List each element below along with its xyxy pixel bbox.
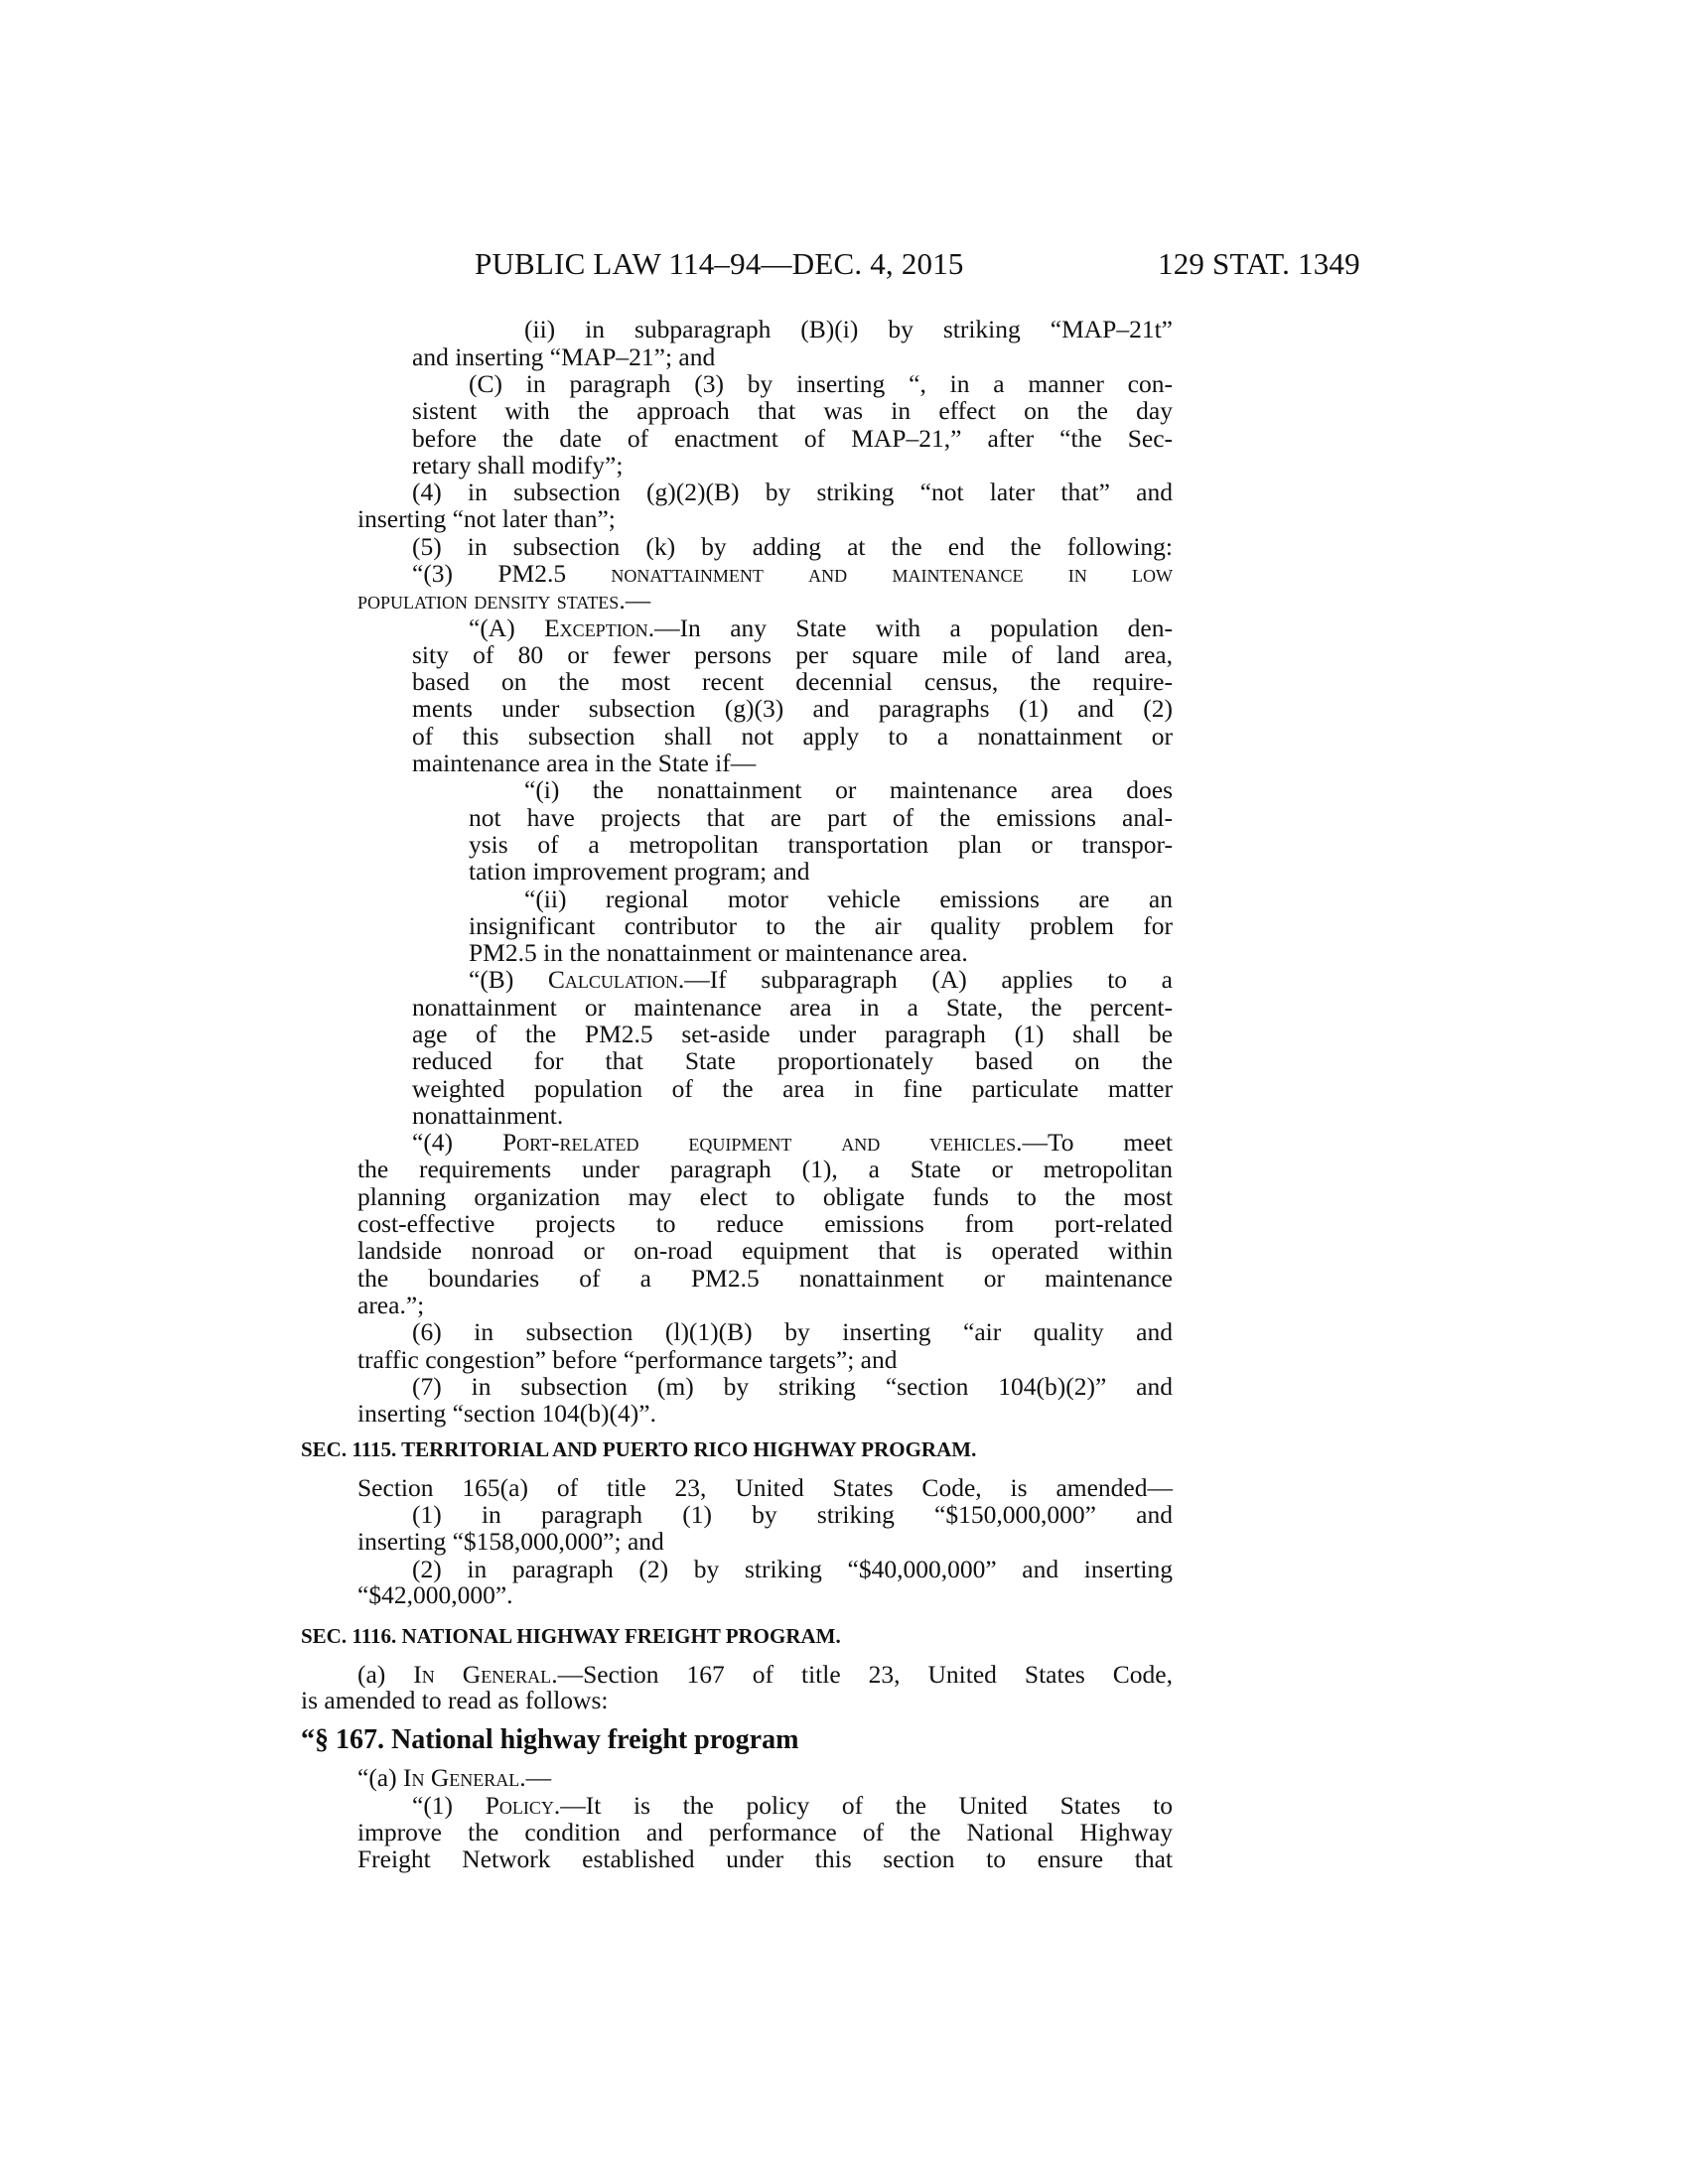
text-segment: nonattainment.: [412, 1101, 564, 1130]
text-line: [357, 1845, 1173, 1873]
small-caps-heading: In General: [413, 1660, 552, 1689]
text-line: [412, 425, 1173, 453]
text-segment: weighted population of the area in fine particulate matter: [412, 1074, 1173, 1103]
text-segment: (ii) in subparagraph (B)(i) by striking “MAP–21t”: [524, 315, 1173, 343]
running-header-title: PUBLIC LAW 114–94—DEC. 4, 2015: [475, 246, 964, 281]
text-segment: based on the most recent decennial census, the require-: [412, 667, 1173, 696]
text-segment: (5) in subsection (k) by adding at the end the following:: [412, 532, 1173, 561]
text-line: [357, 1819, 1173, 1846]
text-line: [412, 1501, 1173, 1529]
small-caps-heading: nonattainment and maintenance in low: [611, 559, 1173, 588]
text-segment: Section 165(a) of title 23, United States Code, is amended—: [357, 1473, 1173, 1502]
text-segment: (C) in paragraph (3) by inserting “, in a manner con-: [469, 369, 1173, 398]
text-segment: traffic congestion” before “performance targets”; and: [357, 1345, 898, 1374]
text-segment: “(B): [469, 965, 548, 994]
text-segment: (4) in subsection (g)(2)(B) by striking “not later that” and: [412, 478, 1173, 506]
text-line: [357, 1400, 1173, 1428]
text-segment: .—It is the policy of the United States to: [553, 1791, 1173, 1820]
text-line: [469, 939, 1173, 967]
text-segment: not have projects that are part of the emissions anal-: [469, 803, 1173, 832]
text-line: [412, 1556, 1173, 1583]
text-line: [357, 1346, 1173, 1374]
text-segment: sistent with the approach that was in effect on the day: [412, 396, 1173, 425]
text-line: [412, 343, 1173, 371]
text-line: [412, 641, 1173, 669]
text-line: [412, 723, 1173, 751]
text-line: [357, 587, 1173, 614]
text-segment: ysis of a metropolitan transportation plan or transpor-: [469, 830, 1173, 859]
text-segment: nonattainment or maintenance area in a State, the percent-: [412, 993, 1173, 1022]
text-line: [357, 1292, 1173, 1319]
section-heading: [301, 1622, 1173, 1650]
text-segment: before the date of enactment of MAP–21,” after “the Sec-: [412, 424, 1173, 453]
text-line: [412, 1129, 1173, 1157]
text-line: [357, 1183, 1173, 1211]
text-segment: maintenance area in the State if—: [412, 749, 757, 777]
text-segment: .—Section 167 of title 23, United States Code,: [551, 1660, 1173, 1689]
text-segment: the boundaries of a PM2.5 nonattainment or maintenance: [357, 1264, 1173, 1293]
text-line: [412, 1075, 1173, 1103]
small-caps-heading: Exception: [544, 614, 648, 642]
text-segment: “(i) the nonattainment or maintenance area does: [524, 775, 1173, 804]
text-line: [357, 1764, 1173, 1792]
text-line: [357, 1210, 1173, 1238]
text-segment: “$42,000,000”.: [357, 1580, 513, 1609]
text-segment: “(4): [412, 1128, 502, 1157]
text-segment: (2) in paragraph (2) by striking “$40,000,000” and inserting: [412, 1555, 1173, 1583]
text-segment: “(ii) regional motor vehicle emissions are an: [524, 885, 1173, 913]
small-caps-heading: Policy: [485, 1791, 554, 1820]
text-segment: cost-effective projects to reduce emissions from port-related: [357, 1209, 1173, 1238]
text-line: [412, 994, 1173, 1022]
text-line: [469, 858, 1173, 886]
text-segment: landside nonroad or on-road equipment that is operated within: [357, 1236, 1173, 1265]
text-line: [357, 1156, 1173, 1183]
text-line: [524, 776, 1173, 804]
text-line: [412, 452, 1173, 479]
text-line: [524, 886, 1173, 913]
text-segment: (1) in paragraph (1) by striking “$150,000,000” and: [412, 1500, 1173, 1529]
text-line: [412, 695, 1173, 723]
small-caps-heading: In General: [403, 1763, 520, 1792]
text-line: [412, 1021, 1173, 1048]
text-line: [357, 1528, 1173, 1556]
text-line: [469, 966, 1173, 994]
text-line: [412, 1047, 1173, 1075]
text-line: [412, 1792, 1173, 1820]
text-line: [412, 1373, 1173, 1401]
text-segment: PM2.5 in the nonattainment or maintenance area.: [469, 938, 968, 967]
text-segment: ments under subsection (g)(3) and paragraphs (1) and (2): [412, 694, 1173, 723]
small-caps-heading: population density states: [357, 586, 620, 614]
text-line: [301, 1687, 1173, 1714]
text-segment: planning organization may elect to obligate funds to the most: [357, 1182, 1173, 1211]
text-segment: inserting “$158,000,000”; and: [357, 1527, 664, 1556]
text-line: [357, 1265, 1173, 1293]
text-segment: improve the condition and performance of the National Highway: [357, 1818, 1173, 1846]
text-segment: “(1): [412, 1791, 486, 1820]
text-segment: (6) in subsection (l)(1)(B) by inserting “air quality and: [412, 1317, 1173, 1346]
text-segment: .—If subparagraph (A) applies to a: [677, 965, 1173, 994]
small-caps-heading: Calculation: [547, 965, 678, 994]
text-line: [357, 1581, 1173, 1609]
text-segment: “(A): [469, 614, 545, 642]
text-segment: sity of 80 or fewer persons per square mile of land area,: [412, 640, 1173, 669]
text-segment: retary shall modify”;: [412, 451, 624, 479]
text-segment: .—In any State with a population den-: [647, 614, 1173, 642]
running-header-page: 129 STAT. 1349: [1158, 246, 1360, 281]
text-segment: reduced for that State proportionately based on the: [412, 1046, 1173, 1075]
text-segment: the requirements under paragraph (1), a State or metropolitan: [357, 1155, 1173, 1183]
text-line: [412, 478, 1173, 506]
text-segment: inserting “not later than”;: [357, 504, 616, 533]
text-segment: “(3) PM2.5: [412, 559, 612, 588]
text-segment: .—To meet: [1016, 1128, 1173, 1157]
text-segment: insignificant contributor to the air quality problem for: [469, 911, 1173, 940]
text-segment: (a): [357, 1660, 414, 1689]
text-segment: Freight Network established under this section to ensure that: [357, 1844, 1173, 1873]
text-segment: “(a): [357, 1763, 403, 1792]
text-segment: .—: [519, 1763, 552, 1792]
text-line: [412, 1318, 1173, 1346]
subsection-heading: [301, 1726, 1173, 1754]
text-segment: inserting “section 104(b)(4)”.: [357, 1399, 656, 1428]
text-segment: and inserting “MAP–21”; and: [412, 342, 716, 371]
small-caps-heading: Port-related equipment and vehicles: [501, 1128, 1017, 1157]
text-line: [412, 668, 1173, 696]
text-line: [412, 397, 1173, 425]
text-line: [357, 1237, 1173, 1265]
text-line: [412, 750, 1173, 777]
text-segment: age of the PM2.5 set-aside under paragraph (1) shall be: [412, 1020, 1173, 1048]
text-segment: is amended to read as follows:: [301, 1686, 609, 1714]
text-segment: area.”;: [357, 1291, 425, 1319]
text-line: [357, 1661, 1173, 1689]
text-segment: “§ 167. National highway freight program: [301, 1724, 799, 1755]
text-line: [469, 831, 1173, 859]
text-line: [412, 1102, 1173, 1130]
text-segment: .—: [619, 586, 651, 614]
text-segment: tation improvement program; and: [469, 857, 810, 886]
text-segment: of this subsection shall not apply to a nonattainment or: [412, 722, 1173, 751]
text-line: [357, 505, 1173, 533]
text-segment: SEC. 1116. NATIONAL HIGHWAY FREIGHT PROGRAM.: [301, 1624, 841, 1648]
text-line: [469, 370, 1173, 398]
text-line: [412, 533, 1173, 561]
text-line: [412, 560, 1173, 588]
text-line: [469, 912, 1173, 940]
text-line: [357, 1474, 1173, 1502]
text-line: [469, 804, 1173, 832]
text-line: [469, 614, 1173, 642]
text-line: [524, 316, 1173, 343]
text-segment: SEC. 1115. TERRITORIAL AND PUERTO RICO HIGHWAY PROGRAM.: [301, 1437, 977, 1461]
section-heading: [301, 1435, 1173, 1463]
text-segment: (7) in subsection (m) by striking “section 104(b)(2)” and: [412, 1372, 1173, 1401]
